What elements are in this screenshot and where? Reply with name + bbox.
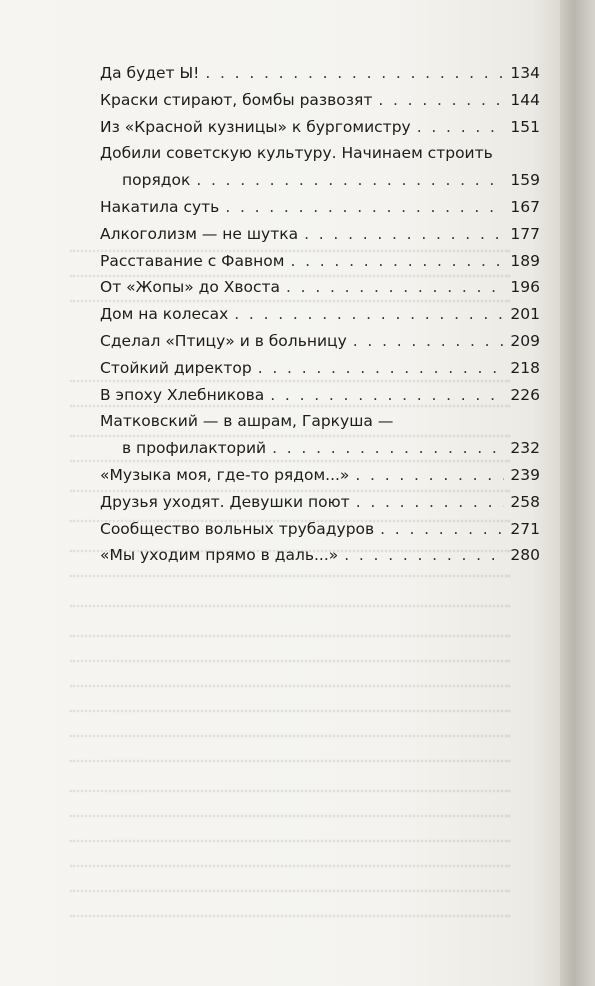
toc-entry-page: 258 xyxy=(510,492,540,511)
toc-entry-title: Сообщество вольных трубадуров xyxy=(100,519,375,538)
toc-entry-title: Друзья уходят. Девушки поют xyxy=(100,492,350,511)
toc-entry-title: Из «Красной кузницы» к бургомистру xyxy=(100,117,411,136)
toc-entry-title-continuation: порядок xyxy=(122,171,191,190)
toc-entry-title: Алкоголизм — не шутка xyxy=(100,224,299,243)
dot-leader xyxy=(234,301,504,328)
toc-entry xyxy=(100,382,540,409)
toc-entry-page: 239 xyxy=(510,465,540,484)
toc-entry xyxy=(100,516,540,543)
toc-entry-page: 189 xyxy=(510,251,540,270)
toc-entry-title: Накатила суть xyxy=(100,197,220,216)
toc-entry-title: Сделал «Птицу» и в больницу xyxy=(100,331,347,350)
table-of-contents xyxy=(100,60,540,569)
toc-entry-title: Матковский — в ашрам, Гаркуша — xyxy=(100,412,394,431)
dot-leader xyxy=(270,382,504,409)
dot-leader xyxy=(290,248,504,275)
toc-entry xyxy=(100,87,540,114)
toc-entry xyxy=(100,408,540,462)
toc-entry-title: Стойкий директор xyxy=(100,358,252,377)
toc-entry-title: Краски стирают, бомбы развозят xyxy=(100,90,373,109)
toc-entry-title: От «Жопы» до Хвоста xyxy=(100,278,281,297)
toc-entry-title: Расставание с Фавном xyxy=(100,251,285,270)
toc-entry xyxy=(100,274,540,301)
dot-leader xyxy=(205,60,504,87)
toc-entry-title: В эпоху Хлебникова xyxy=(100,385,265,404)
toc-entry-title: «Музыка моя, где-то рядом...» xyxy=(100,465,350,484)
toc-entry-page: 218 xyxy=(510,358,540,377)
toc-entry xyxy=(100,355,540,382)
dot-leader xyxy=(225,194,504,221)
toc-entry-page: 201 xyxy=(510,305,540,324)
dot-leader xyxy=(355,462,504,489)
toc-entry-title: «Мы уходим прямо в даль...» xyxy=(100,546,339,565)
toc-entry xyxy=(100,60,540,87)
toc-entry-title: Дом на колесах xyxy=(100,305,229,324)
page-binding-edge xyxy=(560,0,595,986)
dot-leader xyxy=(304,221,504,248)
dot-leader xyxy=(286,274,504,301)
toc-entry-page: 144 xyxy=(510,90,540,109)
toc-entry-page: 271 xyxy=(510,519,540,538)
toc-entry-page: 177 xyxy=(510,224,540,243)
dot-leader xyxy=(353,328,505,355)
toc-entry xyxy=(100,221,540,248)
toc-entry-title: Да будет Ы! xyxy=(100,64,200,82)
toc-entry-title: Добили советскую культуру. Начинаем строить xyxy=(100,144,493,163)
toc-entry-page: 280 xyxy=(510,546,540,565)
toc-entry-page: 232 xyxy=(510,439,540,458)
toc-entry xyxy=(100,542,540,569)
dot-leader xyxy=(378,87,504,114)
toc-entry xyxy=(100,462,540,489)
toc-entry-page: 151 xyxy=(510,117,540,136)
dot-leader xyxy=(272,435,504,462)
toc-entry xyxy=(100,248,540,275)
toc-entry-page: 209 xyxy=(510,331,540,350)
dot-leader xyxy=(380,516,504,543)
toc-entry-title-continuation: в профилакторий xyxy=(122,439,267,458)
toc-entry xyxy=(100,194,540,221)
toc-entry xyxy=(100,114,540,141)
dot-leader xyxy=(356,489,505,516)
toc-entry-page: 134 xyxy=(510,64,540,82)
toc-entry-page: 159 xyxy=(510,171,540,190)
toc-entry xyxy=(100,328,540,355)
toc-entry-page: 196 xyxy=(510,278,540,297)
dot-leader xyxy=(417,114,505,141)
toc-entry xyxy=(100,489,540,516)
dot-leader xyxy=(258,355,505,382)
toc-entry-page: 226 xyxy=(510,385,540,404)
dot-leader xyxy=(196,167,504,194)
toc-entry-page: 167 xyxy=(510,197,540,216)
toc-entry xyxy=(100,301,540,328)
toc-entry xyxy=(100,140,540,194)
dot-leader xyxy=(344,542,504,569)
